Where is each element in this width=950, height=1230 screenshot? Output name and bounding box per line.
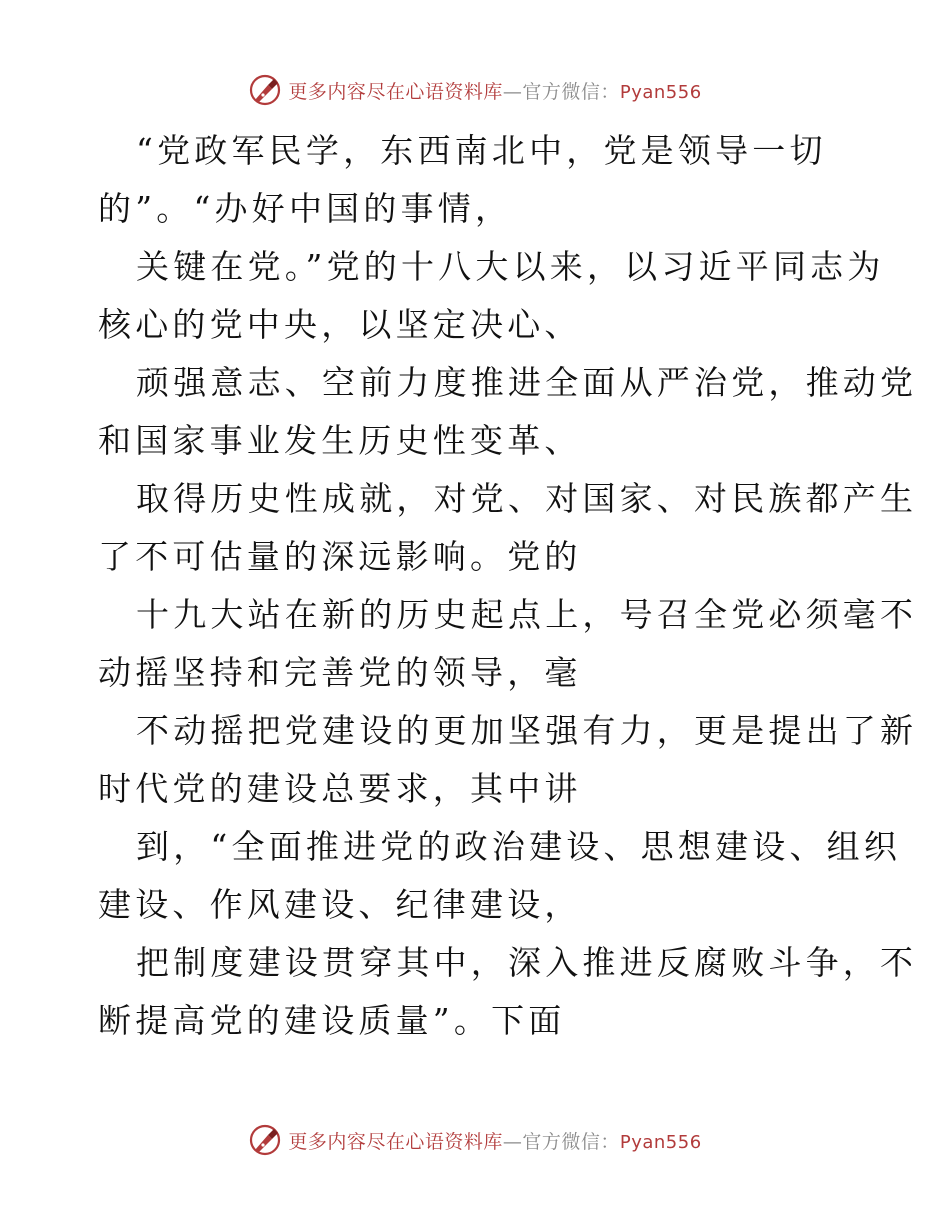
footer-banner-label xyxy=(288,1127,701,1154)
header-wechat-handle: Pyan556 xyxy=(619,81,702,103)
body-line: 了不可估量的深远影响。党的 xyxy=(98,537,582,576)
pen-nib-logo-icon xyxy=(248,1123,282,1157)
body-line: 关键在党。”党的十八大以来，以习近平同志为 xyxy=(136,247,885,286)
footer-banner xyxy=(0,1120,950,1160)
footer-separator: — xyxy=(502,1130,523,1153)
body-line: 核心的党中央，以坚定决心、 xyxy=(98,305,582,344)
body-line: 十九大站在新的历史起点上，号召全党必须毫不 xyxy=(136,595,918,634)
body-line: 不动摇把党建设的更加坚强有力，更是提出了新 xyxy=(136,711,918,750)
header-site-name: 更多内容尽在心语资料库 xyxy=(288,80,503,103)
header-banner xyxy=(0,70,950,110)
body-line: “党政军民学，东西南北中，党是领导一切 xyxy=(136,131,827,170)
body-line: 把制度建设贯穿其中，深入推进反腐败斗争，不 xyxy=(136,943,918,982)
header-banner-label xyxy=(288,77,701,104)
footer-site-name: 更多内容尽在心语资料库 xyxy=(288,1130,503,1153)
document-body xyxy=(98,122,918,1050)
header-wechat-label: 官方微信： xyxy=(522,80,620,103)
header-separator: — xyxy=(502,80,523,103)
body-line: 断提高党的建设质量”。下面 xyxy=(98,1001,566,1040)
body-line: 和国家事业发生历史性变革、 xyxy=(98,421,582,460)
footer-wechat-label: 官方微信： xyxy=(522,1130,620,1153)
body-line: 顽强意志、空前力度推进全面从严治党，推动党 xyxy=(136,363,918,402)
body-line: 的”。“办好中国的事情， xyxy=(98,189,513,228)
body-line: 到，“全面推进党的政治建设、思想建设、组织 xyxy=(136,827,902,866)
body-line: 动摇坚持和完善党的领导，毫 xyxy=(98,653,582,692)
body-line: 取得历史性成就，对党、对国家、对民族都产生 xyxy=(136,479,918,518)
footer-wechat-handle: Pyan556 xyxy=(619,1131,702,1153)
body-line: 建设、作风建设、纪律建设， xyxy=(98,885,582,924)
body-line: 时代党的建设总要求，其中讲 xyxy=(98,769,582,808)
pen-nib-logo-icon xyxy=(248,73,282,107)
